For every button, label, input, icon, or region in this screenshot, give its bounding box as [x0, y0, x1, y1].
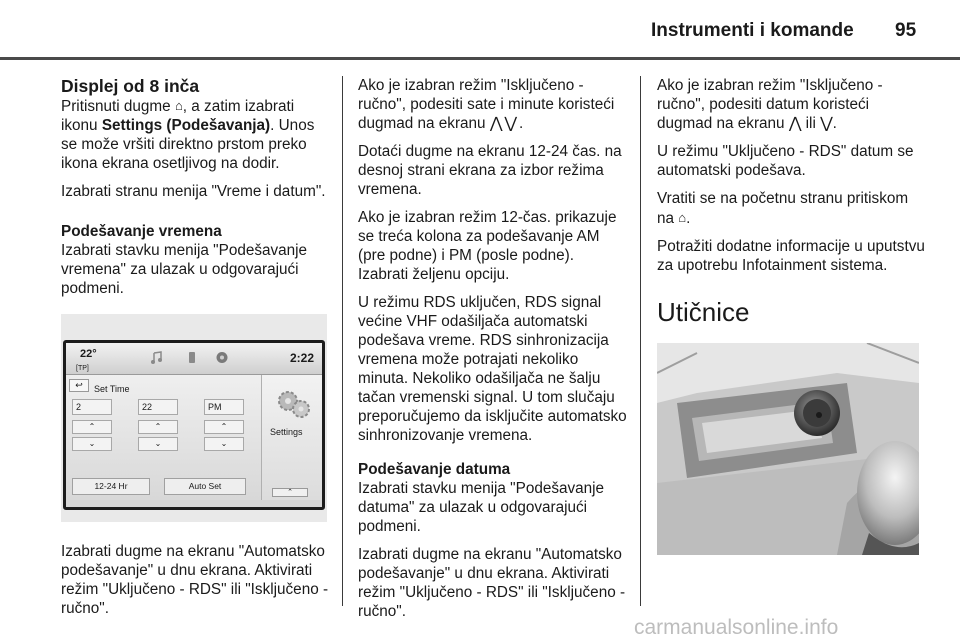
minute-down-button[interactable]: ⌄	[138, 437, 178, 451]
home-icon: ⌂	[174, 98, 183, 113]
set-time-panel	[66, 375, 261, 500]
minute-field: 22	[138, 399, 178, 415]
column-divider	[640, 76, 641, 606]
display-screen	[66, 343, 322, 507]
paragraph-time-menu: Izabrati stavku menija "Podešavanje vremena" za ulazak u odgovarajući podmeni.	[61, 242, 308, 297]
text-fragment: .	[832, 115, 837, 132]
paragraph-ampm: Ako je izabran režim 12-čas. prikazuje se treća kolona za podešavanje AM (pre podne) i PM (posle podne). Izabrati željenu opciju.	[358, 209, 617, 283]
text-fragment: . Unos se može vršiti direktno prstom preko ikona ekrana osetljivog na dodir.	[61, 117, 315, 172]
paragraph-intro	[61, 96, 331, 173]
watermark: carmanualsonline.info	[634, 616, 839, 639]
paragraph-12-24: Dotaći dugme na ekranu 12-24 čas. na desnoj strani ekrana za izbor režima vremena.	[358, 143, 622, 198]
text-fragment: , a zatim izabrati ikonu	[61, 98, 295, 134]
paragraph-menu-page: Izabrati stranu menija "Vreme i datum".	[61, 183, 326, 200]
paragraph-date-auto: Izabrati dugme na ekranu "Automatsko podešavanje" u dnu ekrana. Aktivirati režim "Uključeno - RDS" ili "Isključeno - ručno".	[358, 546, 626, 620]
home-icon: ⌂	[678, 210, 687, 225]
up-down-arrows-icon: ⋀⋁	[489, 115, 519, 132]
paragraph-rds-date: U režimu "Uključeno - RDS" datum se automatski podešava.	[657, 143, 914, 179]
temperature-readout: 22°	[80, 348, 97, 360]
header-rule	[0, 57, 960, 60]
settings-label: Settings	[270, 427, 303, 437]
hour-down-button[interactable]: ⌄	[72, 437, 112, 451]
settings-gears-icon	[276, 389, 312, 419]
column-2	[358, 76, 628, 630]
auto-set-button[interactable]: Auto Set	[164, 478, 246, 495]
subhead-date: Podešavanje datuma	[358, 461, 511, 478]
text-fragment: Ako je izabran režim "Isključeno - ručno", podesiti datum koristeći dugmad na ekranu	[657, 77, 883, 132]
text-fragment: .	[686, 210, 691, 227]
ampm-field: PM	[204, 399, 244, 415]
12-24-hr-button[interactable]: 12-24 Hr	[72, 478, 150, 495]
display-image	[61, 314, 327, 522]
paragraph-infotainment: Potražiti dodatne informacije u uputstvu za upotrebu Infotainment sistema.	[657, 238, 925, 274]
tp-indicator: [TP]	[76, 365, 89, 372]
paragraph-auto-set: Izabrati dugme na ekranu "Automatsko podešavanje" u dnu ekrana. Aktivirati režim "Uključeno - RDS" ili "Isključeno - ručno".	[61, 543, 329, 617]
ampm-down-button[interactable]: ⌄	[204, 437, 244, 451]
settings-term: Settings (Podešavanja)	[101, 117, 271, 134]
text-fragment: .	[518, 115, 524, 132]
music-note-icon	[150, 351, 162, 364]
nav-globe-icon	[216, 351, 228, 364]
column-divider	[342, 76, 343, 606]
paragraph-home	[657, 189, 927, 228]
text-fragment: ili	[801, 115, 821, 132]
column-1	[61, 76, 331, 627]
column-3	[657, 76, 927, 555]
hour-field: 2	[72, 399, 112, 415]
down-arrow-icon: ⋁	[820, 115, 833, 132]
display-frame	[63, 340, 325, 510]
page-number: 95	[895, 20, 917, 41]
page-header	[0, 0, 960, 58]
clock-readout: 2:22	[289, 351, 314, 365]
paragraph-rds: U režimu RDS uključen, RDS signal većine VHF odašiljača automatski podešava vreme. RDS sinhronizacija vremena može potrajati nekoliko minuta. Nekoliko odašiljača ne šalju tačan vremenski signal. U tom slučaju preporučujemo da isključite automatsko sinhronizovanje vremena.	[358, 294, 627, 444]
settings-panel[interactable]	[261, 375, 322, 500]
power-outlet-photo	[657, 343, 919, 555]
text-fragment: Vratiti se na početnu stranu pritiskom na	[657, 190, 909, 227]
subhead-time: Podešavanje vremena	[61, 223, 222, 240]
power-outlet-illustration	[657, 343, 919, 555]
set-time-title: Set Time	[94, 384, 130, 394]
scroll-up-button[interactable]: ⌃	[272, 488, 308, 497]
back-button[interactable]: ↩	[69, 379, 89, 392]
phone-icon	[186, 351, 198, 364]
chapter-title: Utičnice	[657, 297, 750, 327]
paragraph-date-menu: Izabrati stavku menija "Podešavanje datuma" za ulazak u odgovarajući podmeni.	[358, 480, 605, 535]
paragraph-manual-time	[358, 76, 628, 133]
section-title: Displej od 8 inča	[61, 76, 200, 96]
up-arrow-icon: ⋀	[788, 115, 802, 132]
ampm-up-button[interactable]: ⌃	[204, 420, 244, 434]
minute-up-button[interactable]: ⌃	[138, 420, 178, 434]
header-title: Instrumenti i komande	[651, 20, 854, 41]
display-status-bar	[66, 343, 322, 375]
hour-up-button[interactable]: ⌃	[72, 420, 112, 434]
text-fragment: Pritisnuti dugme	[61, 98, 175, 115]
paragraph-manual-date	[657, 76, 927, 133]
text-fragment: Ako je izabran režim "Isključeno - ručno", podesiti sate i minute koristeći dugmad na ekranu	[358, 77, 615, 132]
